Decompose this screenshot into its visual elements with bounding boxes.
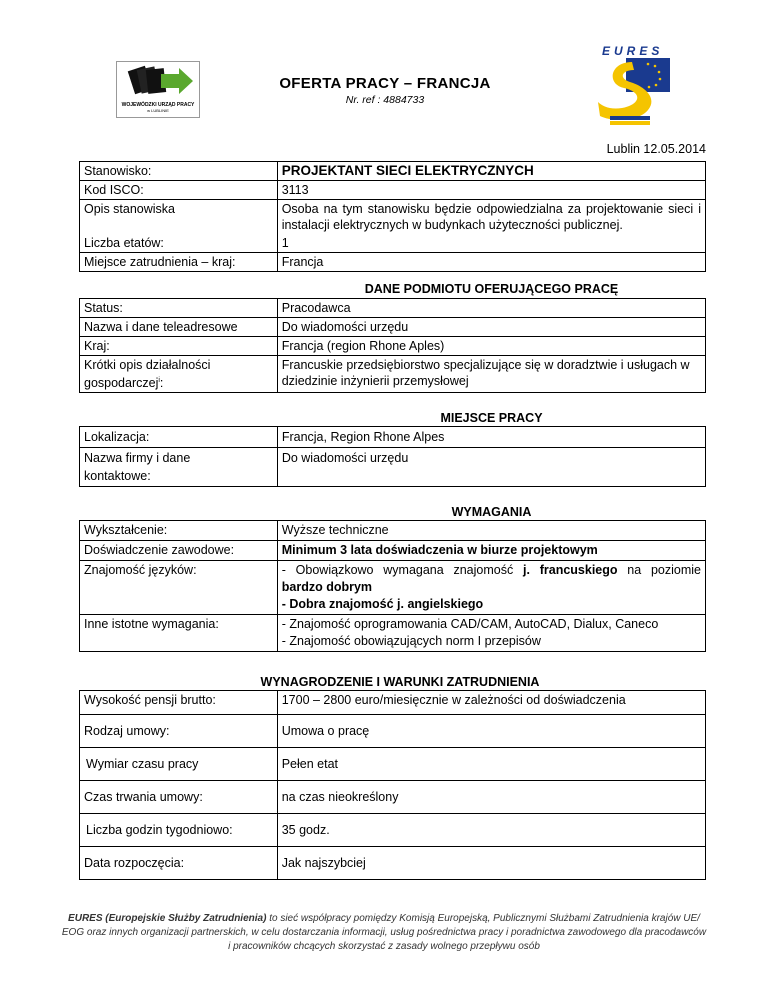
table-row (80, 162, 706, 181)
wup-logo-graphic (117, 62, 199, 106)
table-row (80, 814, 706, 847)
weekly-hours-label: Liczba godzin tygodniowo: (80, 814, 278, 847)
location-value: Francja, Region Rhone Alpes (277, 427, 705, 448)
table-row (80, 847, 706, 880)
eures-logo-subtext: SIEĆ DORADZTWA (612, 116, 640, 120)
table-row (80, 337, 706, 356)
employer-name-label: Nazwa i dane teleadresowe (80, 318, 278, 337)
table-row (80, 299, 706, 318)
table-row (80, 691, 706, 715)
employer-name-value: Do wiadomości urzędu (277, 318, 705, 337)
activity-label-text: Krótki opis działalności gospodarczej (84, 358, 211, 391)
languages-line-1b: j. francuskiego (523, 563, 618, 577)
table-row (80, 715, 706, 748)
requirements-heading: WYMAGANIA (451, 505, 532, 519)
table-row (80, 181, 706, 200)
wup-logo-text: WOJEWÓDZKI URZĄD PRACY (121, 102, 195, 108)
other-requirement-2: - Znajomość obowiązujących norm I przepisów (281, 634, 541, 648)
table-row (80, 521, 706, 541)
contract-label: Rodzaj umowy: (80, 715, 278, 748)
experience-value: Minimum 3 lata doświadczenia w biurze projektowym (277, 541, 705, 561)
languages-label: Znajomość języków: (80, 561, 278, 615)
place-label: Miejsce zatrudnienia – kraj: (80, 253, 278, 272)
wup-logo (116, 61, 200, 118)
footer-note (60, 912, 708, 954)
table-row (80, 748, 706, 781)
position-value: PROJEKTANT SIECI ELEKTRYCZNYCH (277, 162, 705, 181)
other-requirements-value (277, 615, 705, 652)
position-label: Stanowisko: (80, 162, 278, 181)
table-row (80, 781, 706, 814)
activity-value: Francuskie przedsiębiorstwo specjalizujące się w doradztwie i usługach w dziedzinie inżynierii przemysłowej (277, 356, 705, 393)
contract-value: Umowa o pracę (277, 715, 705, 748)
eures-logo-graphic (592, 56, 672, 132)
languages-line-2: - Dobra znajomość j. angielskiego (281, 597, 484, 611)
employer-table (79, 298, 706, 393)
workplace-table (79, 426, 706, 487)
footer-bold: EURES (Europejskie Służby Zatrudnienia) (68, 913, 267, 924)
location-label: Lokalizacja: (80, 427, 278, 448)
gross-salary-value: 1700 – 2800 euro/miesięcznie w zależności od doświadczenia (277, 691, 705, 715)
job-table (79, 161, 706, 272)
table-row (80, 448, 706, 487)
contract-duration-label: Czas trwania umowy: (80, 781, 278, 814)
education-value: Wyższe techniczne (277, 521, 705, 541)
salary-table (79, 690, 706, 880)
languages-value (277, 561, 705, 615)
eures-logo (592, 44, 672, 132)
country-label: Kraj: (80, 337, 278, 356)
posts-value: 1 (277, 234, 705, 253)
table-row (80, 200, 706, 235)
eures-logo-text: EURES (602, 44, 664, 58)
employer-heading: DANE PODMIOTU OFERUJĄCEGO PRACĘ (364, 282, 619, 296)
gross-salary-label: Wysokość pensji brutto: (80, 691, 278, 715)
table-row (80, 356, 706, 393)
languages-line-1a: - Obowiązkowo wymagana znajomość (281, 563, 523, 577)
start-date-label: Data rozpoczęcia: (80, 847, 278, 880)
table-row (80, 541, 706, 561)
requirements-table (79, 520, 706, 652)
document-date: Lublin 12.05.2014 (606, 142, 706, 156)
activity-label-colon: : (159, 376, 164, 391)
contract-duration-value: na czas nieokreślony (277, 781, 705, 814)
description-value: Osoba na tym stanowisku będzie odpowiedzialna za projektowanie sieci i instalacji elektrycznych w budynkach użyteczności publicznej. (277, 200, 705, 235)
start-date-value: Jak najszybciej (277, 847, 705, 880)
salary-heading: WYNAGRODZENIE I WARUNKI ZATRUDNIENIA (260, 675, 540, 689)
experience-label: Doświadczenie zawodowe: (80, 541, 278, 561)
reference-number: Nr. ref : 4884733 (345, 94, 425, 106)
working-time-value: Pełen etat (277, 748, 705, 781)
table-row (80, 318, 706, 337)
table-row (80, 615, 706, 652)
education-label: Wykształcenie: (80, 521, 278, 541)
table-row (80, 234, 706, 253)
working-time-label: Wymiar czasu pracy (80, 748, 278, 781)
contact-label: Nazwa firmy i dane kontaktowe: (80, 448, 278, 487)
activity-label (80, 356, 278, 393)
footnote-marker: i (158, 377, 160, 384)
table-row (80, 561, 706, 615)
languages-line-1d: bardzo dobrym (281, 580, 373, 594)
languages-line-1c: na poziomie (617, 563, 701, 577)
place-value: Francja (277, 253, 705, 272)
wup-logo-subtext: w LUBLINIE (147, 108, 169, 113)
table-row (80, 427, 706, 448)
status-value: Pracodawca (277, 299, 705, 318)
footer-text: to sieć współpracy pomiędzy Komisją Europejską, Publicznymi Służbami Zatrudnienia krajów UE/ EOG oraz innych organizacji partnerskich, w celu dostarczania informacji, usług pośrednictwa pracy i poradnictwa zawodowego dla pracodawców i pracowników chcących skorzystać z zasady wolnego przepływu osób (61, 913, 707, 952)
weekly-hours-value: 35 godz. (277, 814, 705, 847)
description-label: Opis stanowiska (80, 200, 278, 235)
other-requirements-label: Inne istotne wymagania: (80, 615, 278, 652)
status-label: Status: (80, 299, 278, 318)
other-requirement-1: - Znajomość oprogramowania CAD/CAM, AutoCAD, Dialux, Caneco (281, 617, 659, 631)
contact-value: Do wiadomości urzędu (277, 448, 705, 487)
page-title: OFERTA PRACY – FRANCJA (279, 75, 491, 92)
isco-label: Kod ISCO: (80, 181, 278, 200)
table-row (80, 253, 706, 272)
isco-value: 3113 (277, 181, 705, 200)
posts-label: Liczba etatów: (80, 234, 278, 253)
country-value: Francja (region Rhone Aples) (277, 337, 705, 356)
workplace-heading: MIEJSCE PRACY (440, 411, 543, 425)
